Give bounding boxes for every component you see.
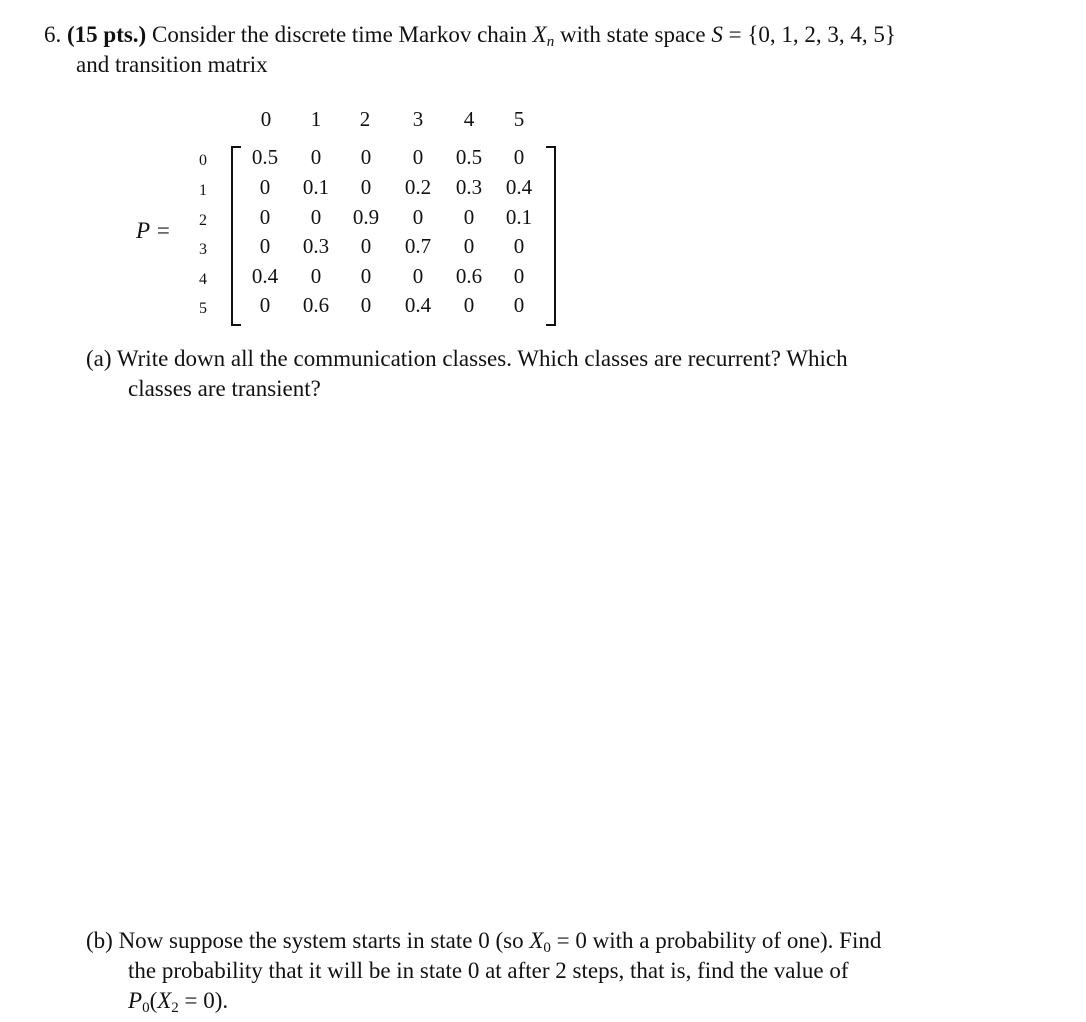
row-label: 3 [199, 241, 207, 258]
right-bracket [546, 146, 556, 326]
matrix-cell: 0 [412, 205, 424, 229]
matrix-cell: 0.3 [302, 234, 330, 258]
state-space-set: = {0, 1, 2, 3, 4, 5} [728, 22, 896, 47]
matrix-cell: 0 [360, 234, 372, 258]
matrix-cell: 0.4 [404, 293, 432, 317]
column-header: 1 [310, 107, 322, 131]
matrix-cell: 0 [412, 264, 424, 288]
p-variable: P [128, 988, 143, 1013]
chain-subscript: n [546, 34, 555, 50]
left-bracket [231, 146, 241, 326]
matrix-cell: 0.4 [251, 264, 279, 288]
matrix-cell: 0 [259, 234, 271, 258]
question-line-1 [44, 20, 896, 50]
part-b-text-b: = 0 with a probability of one). Find [556, 928, 882, 953]
x2-close: = 0). [184, 988, 229, 1013]
matrix-cell: 0 [310, 205, 322, 229]
matrix-cell: 0.5 [455, 145, 483, 169]
matrix-cell: 0 [310, 145, 322, 169]
column-header: 2 [359, 107, 371, 131]
column-header: 3 [412, 107, 424, 131]
matrix-cell: 0 [412, 145, 424, 169]
matrix-cell: 0.2 [404, 175, 432, 199]
question-points: (15 pts.) [67, 22, 147, 47]
matrix-cell: 0 [310, 264, 322, 288]
state-space-text: with state space [559, 22, 706, 47]
matrix-cell: 0 [513, 145, 525, 169]
part-a-line-1: (a) Write down all the communication classes. Which classes are recurrent? Which [86, 346, 848, 371]
x0-subscript: 0 [543, 940, 551, 956]
matrix-cell: 0 [259, 175, 271, 199]
part-b-line-1 [86, 926, 881, 956]
matrix-cell: 0 [513, 293, 525, 317]
matrix-cell: 0 [463, 234, 475, 258]
matrix-cell: 0.9 [352, 205, 380, 229]
matrix-cell: 0 [360, 264, 372, 288]
question-number: 6. [44, 22, 62, 47]
state-space-variable: S [711, 22, 723, 47]
matrix-cell: 0.1 [302, 175, 330, 199]
matrix-cell: 0.7 [404, 234, 432, 258]
part-b-line-2: the probability that it will be in state 0 at after 2 steps, that is, find the value of [128, 958, 849, 983]
matrix-cell: 0.5 [251, 145, 279, 169]
row-label: 5 [199, 300, 207, 317]
matrix-cell: 0 [513, 264, 525, 288]
x2-subscript: 2 [171, 1000, 179, 1016]
x0-variable: X [529, 928, 544, 953]
matrix-cell: 0 [259, 293, 271, 317]
question-intro: Consider the discrete time Markov chain [151, 22, 527, 47]
p-subscript: 0 [142, 1000, 150, 1016]
row-label: 0 [199, 152, 207, 169]
column-header: 0 [260, 107, 272, 131]
matrix-cell: 0 [360, 293, 372, 317]
row-label: 1 [199, 182, 207, 199]
matrix-cell: 0 [360, 145, 372, 169]
matrix-label: P = [136, 218, 171, 243]
matrix-cell: 0.6 [455, 264, 483, 288]
open-paren: ( [149, 988, 158, 1013]
part-b-text-a: (b) Now suppose the system starts in state 0 (so [86, 928, 524, 953]
matrix-cell: 0 [360, 175, 372, 199]
column-header: 5 [513, 107, 525, 131]
x2-variable: X [157, 988, 172, 1013]
part-a-line-2: classes are transient? [128, 376, 321, 401]
matrix-cell: 0.4 [505, 175, 533, 199]
question-line-2: and transition matrix [76, 52, 268, 77]
matrix-cell: 0 [463, 205, 475, 229]
transition-matrix [0, 100, 600, 330]
row-label: 4 [199, 271, 207, 288]
matrix-cell: 0.6 [302, 293, 330, 317]
matrix-cell: 0 [259, 205, 271, 229]
chain-variable: X [532, 22, 547, 47]
column-header: 4 [463, 107, 475, 131]
matrix-cell: 0.3 [455, 175, 483, 199]
matrix-cell: 0 [463, 293, 475, 317]
row-label: 2 [199, 212, 207, 229]
matrix-cell: 0.1 [505, 205, 533, 229]
part-b-line-3 [128, 986, 228, 1016]
matrix-cell: 0 [513, 234, 525, 258]
